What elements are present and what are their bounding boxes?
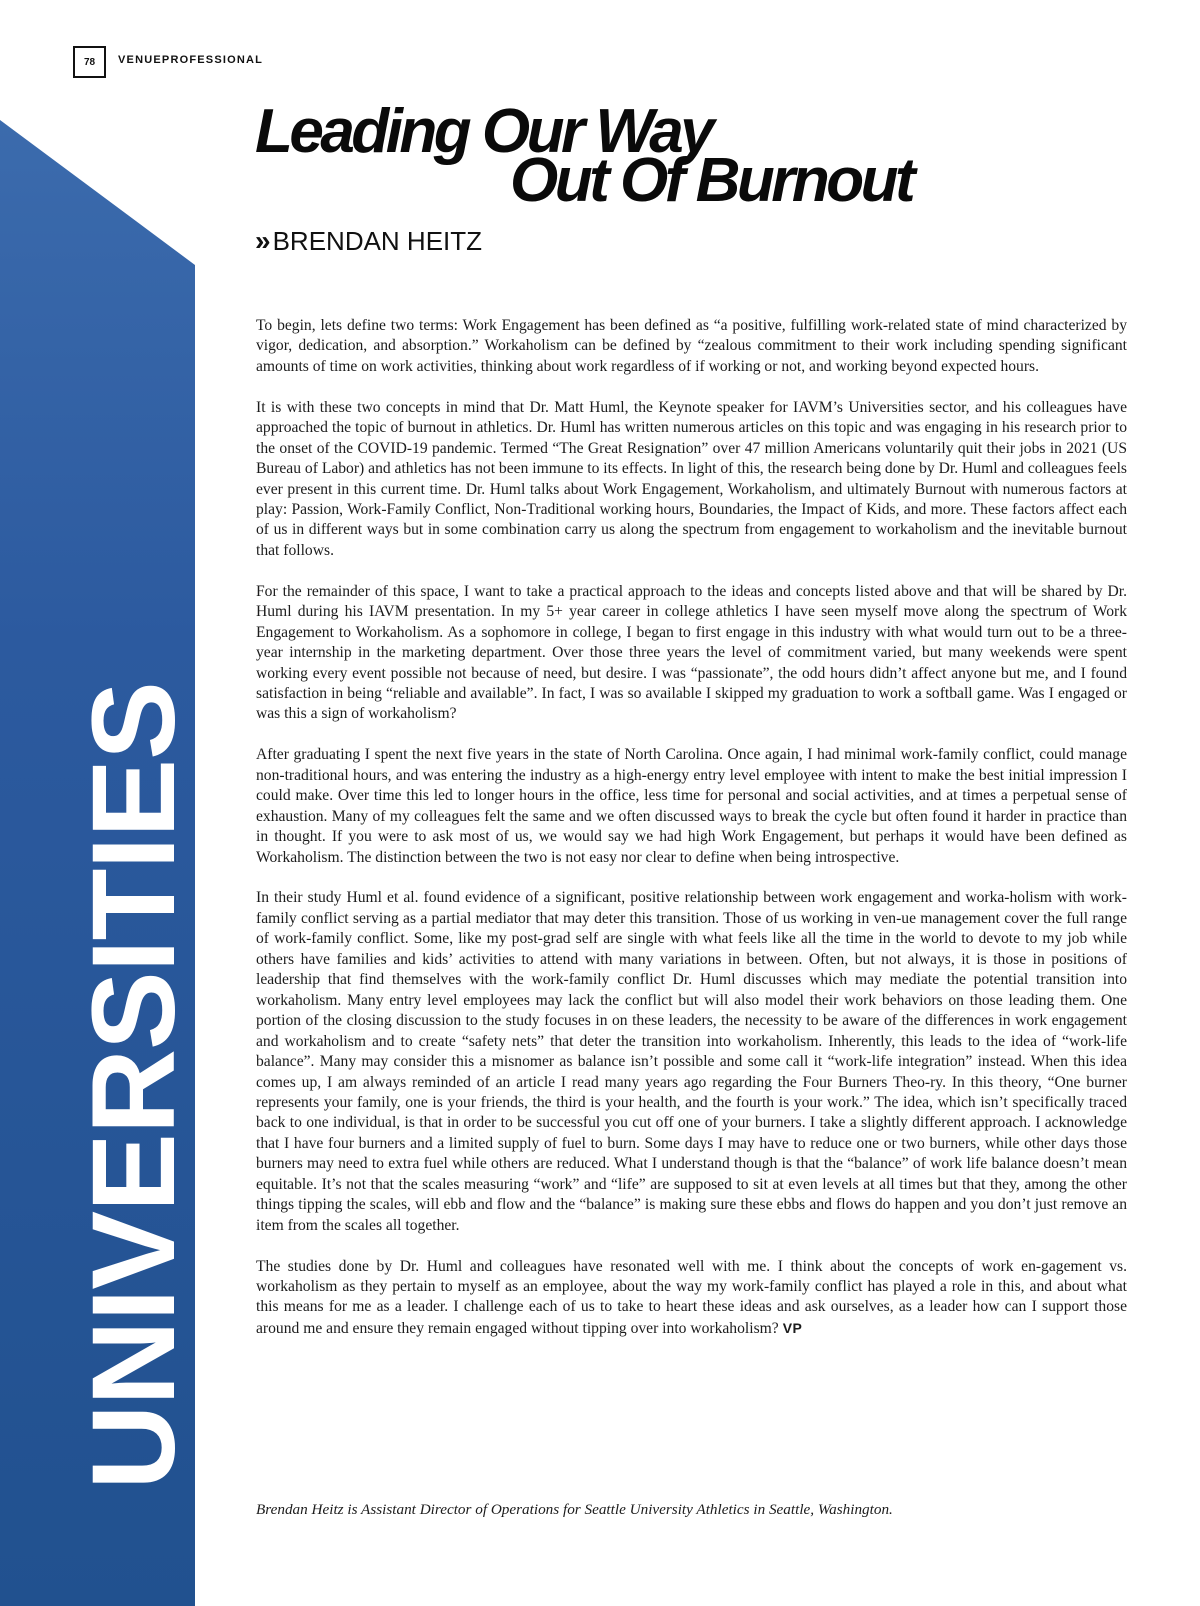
section-label: UNIVERSITIES <box>68 682 200 1490</box>
article-title-line-1: Leading Our Way <box>255 97 712 166</box>
end-mark: VP <box>782 1319 803 1336</box>
article-paragraph-text: The studies done by Dr. Huml and colleagues have resonated well with me. I think about the concepts of work en-gagement vs. workaholism as they pertain to myself as an employee, about the way my work-family conflict has played a role in this, and about what this means for me as a leader. I challenge each of us to take to heart these ideas and ask ourselves, as a leader how can I support those around me and ensure they remain engaged without tipping over into workaholism? <box>256 1257 1127 1337</box>
page-number: 78 <box>73 46 106 78</box>
article-paragraph: To begin, lets define two terms: Work Engagement has been defined as “a positive, fulfilling work-related state of mind characterized by vigor, dedication, and absorption.” Workaholism can be defined by “zealous commitment to their work including spending significant amounts of time on work activities, thinking about work regardless of if working or not, and working beyond expected hours. <box>256 317 1127 375</box>
article-paragraph-final <box>256 1257 1127 1340</box>
article-body <box>256 316 1127 1339</box>
author-name: BRENDAN HEITZ <box>272 225 483 256</box>
article-title-line-2: Out Of Burnout <box>510 146 913 215</box>
byline <box>255 225 482 257</box>
author-bio: Brendan Heitz is Assistant Director of Operations for Seattle University Athletics in Seattle, Washington. <box>256 1501 893 1518</box>
masthead <box>118 54 263 66</box>
article-paragraph: For the remainder of this space, I want to take a practical approach to the ideas and concepts listed above and that will be shared by Dr. Huml during his IAVM presentation. In my 5+ year career in college athletics I have seen myself move along the spectrum of Work Engagement to Workaholism. As a sophomore in college, I began to first engage in this industry with what would turn out to be a three-year internship in the marketing department. Over those three years the level of commitment varied, but many weekends were spent working every event possible not because of need, but desire. I was “passionate”, the odd hours didn’t affect anyone but me, and I found satisfaction in being “reliable and available”. In fact, I was so available I skipped my graduation to work a softball game. Was I engaged or was this a sign of workaholism? <box>256 582 1127 723</box>
masthead-regular: PROFESSIONAL <box>161 54 264 66</box>
article-paragraph: After graduating I spent the next five years in the state of North Carolina. Once again, I had minimal work-family conflict, could manage non-traditional hours, and was entering the industry as a high-energy entry level employee with intent to make the best initial impression I could make. Over time this led to longer hours in the office, less time for personal and social activities, and at times a perpetual sense of exhaustion. Many of my colleagues felt the same and we often discussed ways to break the cycle but often found it harder in practice than in thought. If you were to ask most of us, we would say we had high Work Engagement, but perhaps it would have been defined as Workaholism. The distinction between the two is not easy nor clear to define when being introspective. <box>256 746 1127 866</box>
article-paragraph: In their study Huml et al. found evidence of a significant, positive relationship between work engagement and worka-holism with work-family conflict serving as a partial mediator that may deter this transition. Those of us working in ven-ue management cover the full range of work-family conflict. Some, like my post-grad self are single with what feels like all the time in the world to devote to my job while others have families and kids’ activities to attend with many variations in between. Often, but not always, it is those in positions of leadership that find themselves with the work-family conflict Dr. Huml discusses which may mediate the potential transition into workaholism. Many entry level employees may lack the conflict but will also model their work behaviors on those leading them. One portion of the closing discussion to the study focuses in on these leaders, the necessity to be aware of the differences in work engagement and workaholism and to create “safety nets” that deter the transition into workaholism. Inherently, this leads to the idea of “work-life balance”. Many may consider this a misnomer as balance isn’t possible and some call it “work-life integration” instead. When this idea comes up, I am always reminded of an article I read many years ago regarding the Four Burners Theo-ry. In this theory, “One burner represents your family, one is your friends, the third is your health, and the fourth is your work.” The idea, which isn’t specifically traced back to one individual, is that in order to be successful you cut off one of your burners. I take a slightly different approach. I acknowledge that I have four burners and a limited supply of fuel to burn. Some days I may have to reduce one or two burners, while other days those burners may need to extra fuel while others are reduced. What I understand though is that the “balance” of work life balance doesn’t mean equitable. It’s not that the scales measuring “work” and “life” are supposed to sit at even levels at all times but that they, among the other things tipping the scales, will ebb and flow and the “balance” is making sure these ebbs and flows do happen and you don’t just remove an item from the scales all together. <box>256 889 1127 1234</box>
masthead-bold: VENUE <box>118 54 162 66</box>
double-chevron-icon: » <box>255 225 267 256</box>
article-paragraph: It is with these two concepts in mind that Dr. Matt Huml, the Keynote speaker for IAVM’s Universities sector, and his colleagues have approached the topic of burnout in athletics. Dr. Huml has written numerous articles on this topic and was engaging in his research prior to the onset of the COVID-19 pandemic. Termed “The Great Resignation” over 47 million Americans voluntarily quit their jobs in 2021 (US Bureau of Labor) and athletics has not been immune to its effects. In light of this, the research being done by Dr. Huml and colleagues feels ever present in this current time. Dr. Huml talks about Work Engagement, Workaholism, and ultimately Burnout with numerous factors at play: Passion, Work-Family Conflict, Non-Traditional working hours, Boundaries, the Impact of Kids, and more. These factors affect each of us in different ways but in some combination carry us along the spectrum from engagement to workaholism and the inevitable burnout that follows. <box>256 398 1127 559</box>
